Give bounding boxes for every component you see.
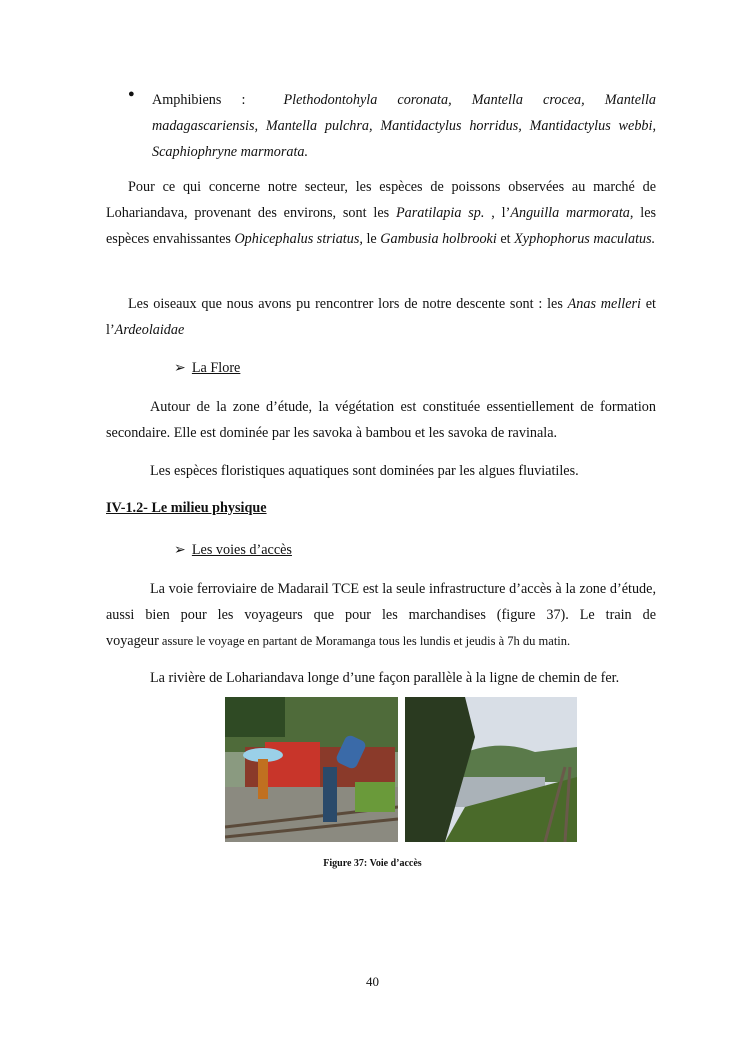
text: Pour ce qui concerne notre secteur, les espèces de poissons observées au marché de Lohariandava, provenant des environs, sont les [106,179,656,221]
subheading-flore [174,358,240,378]
text: le [362,231,381,247]
bullet-label: Amphibiens : [152,92,246,108]
paragraph-voies-cont [106,628,656,654]
section-heading: IV-1.2- Le milieu physique [106,500,267,516]
text: voyageur [106,633,159,649]
photo-train-station [225,697,398,842]
text: et l’ [106,296,656,338]
paragraph-flore-1: Autour de la zone d’étude, la végétation est constituée essentiellement de formation secondaire. Elle est dominée par les savoka à bambou et les savoka de ravinala. [106,399,656,441]
paragraph-riviere: La rivière de Lohariandava longe d’une façon parallèle à la ligne de chemin de fer. [150,670,620,686]
species: Xyphophorus maculatus. [514,231,656,247]
species: Paratilapia sp. [396,205,485,221]
bullet-icon: ● [128,88,135,100]
page-number: 40 [366,974,379,989]
text: , les espèces envahissantes [106,205,657,247]
subheading-voies [174,540,292,560]
figure-caption: Figure 37: Voie d’accès [323,858,422,869]
paragraph-oiseaux [106,291,656,343]
paragraph-flore-2: Les espèces floristiques aquatiques sont dominées par les algues fluviatiles. [150,463,579,479]
species: Gambusia holbrooki [380,231,497,247]
arrow-bullet-icon: ➢ [174,360,186,376]
voies-heading: Les voies d’accès [191,542,292,558]
amphibiens-species: Plethodontohyla coronata, Mantella crocea, Mantella madagascariensis, Mantella pulchra, Mantidactylus horridus, Mantidactylus webbi, Scaphiophryne marmorata. [152,92,657,160]
amphibiens-item [152,87,656,165]
species: Ophicephalus striatus, [234,231,363,247]
text: Les oiseaux que nous avons pu rencontrer lors de notre descente sont : les [128,296,568,312]
text: assure le voyage en partant de Moramanga tous les lundis et jeudis à 7h du matin. [158,634,571,648]
species: Anguilla marmorata [510,205,630,221]
species: Anas melleri [567,296,641,312]
text: et [496,231,515,247]
photo-railway-river [405,697,577,842]
species: Ardeolaidae [114,322,185,338]
flore-heading: La Flore [191,360,241,376]
text: , l’ [484,205,511,221]
paragraph-poissons [106,174,656,252]
paragraph-voies: La voie ferroviaire de Madarail TCE est la seule infrastructure d’accès à la zone d’étude, aussi bien pour les voyageurs que pour les marchandises (figure 37). Le train de [106,581,656,623]
arrow-bullet-icon: ➢ [174,542,186,558]
